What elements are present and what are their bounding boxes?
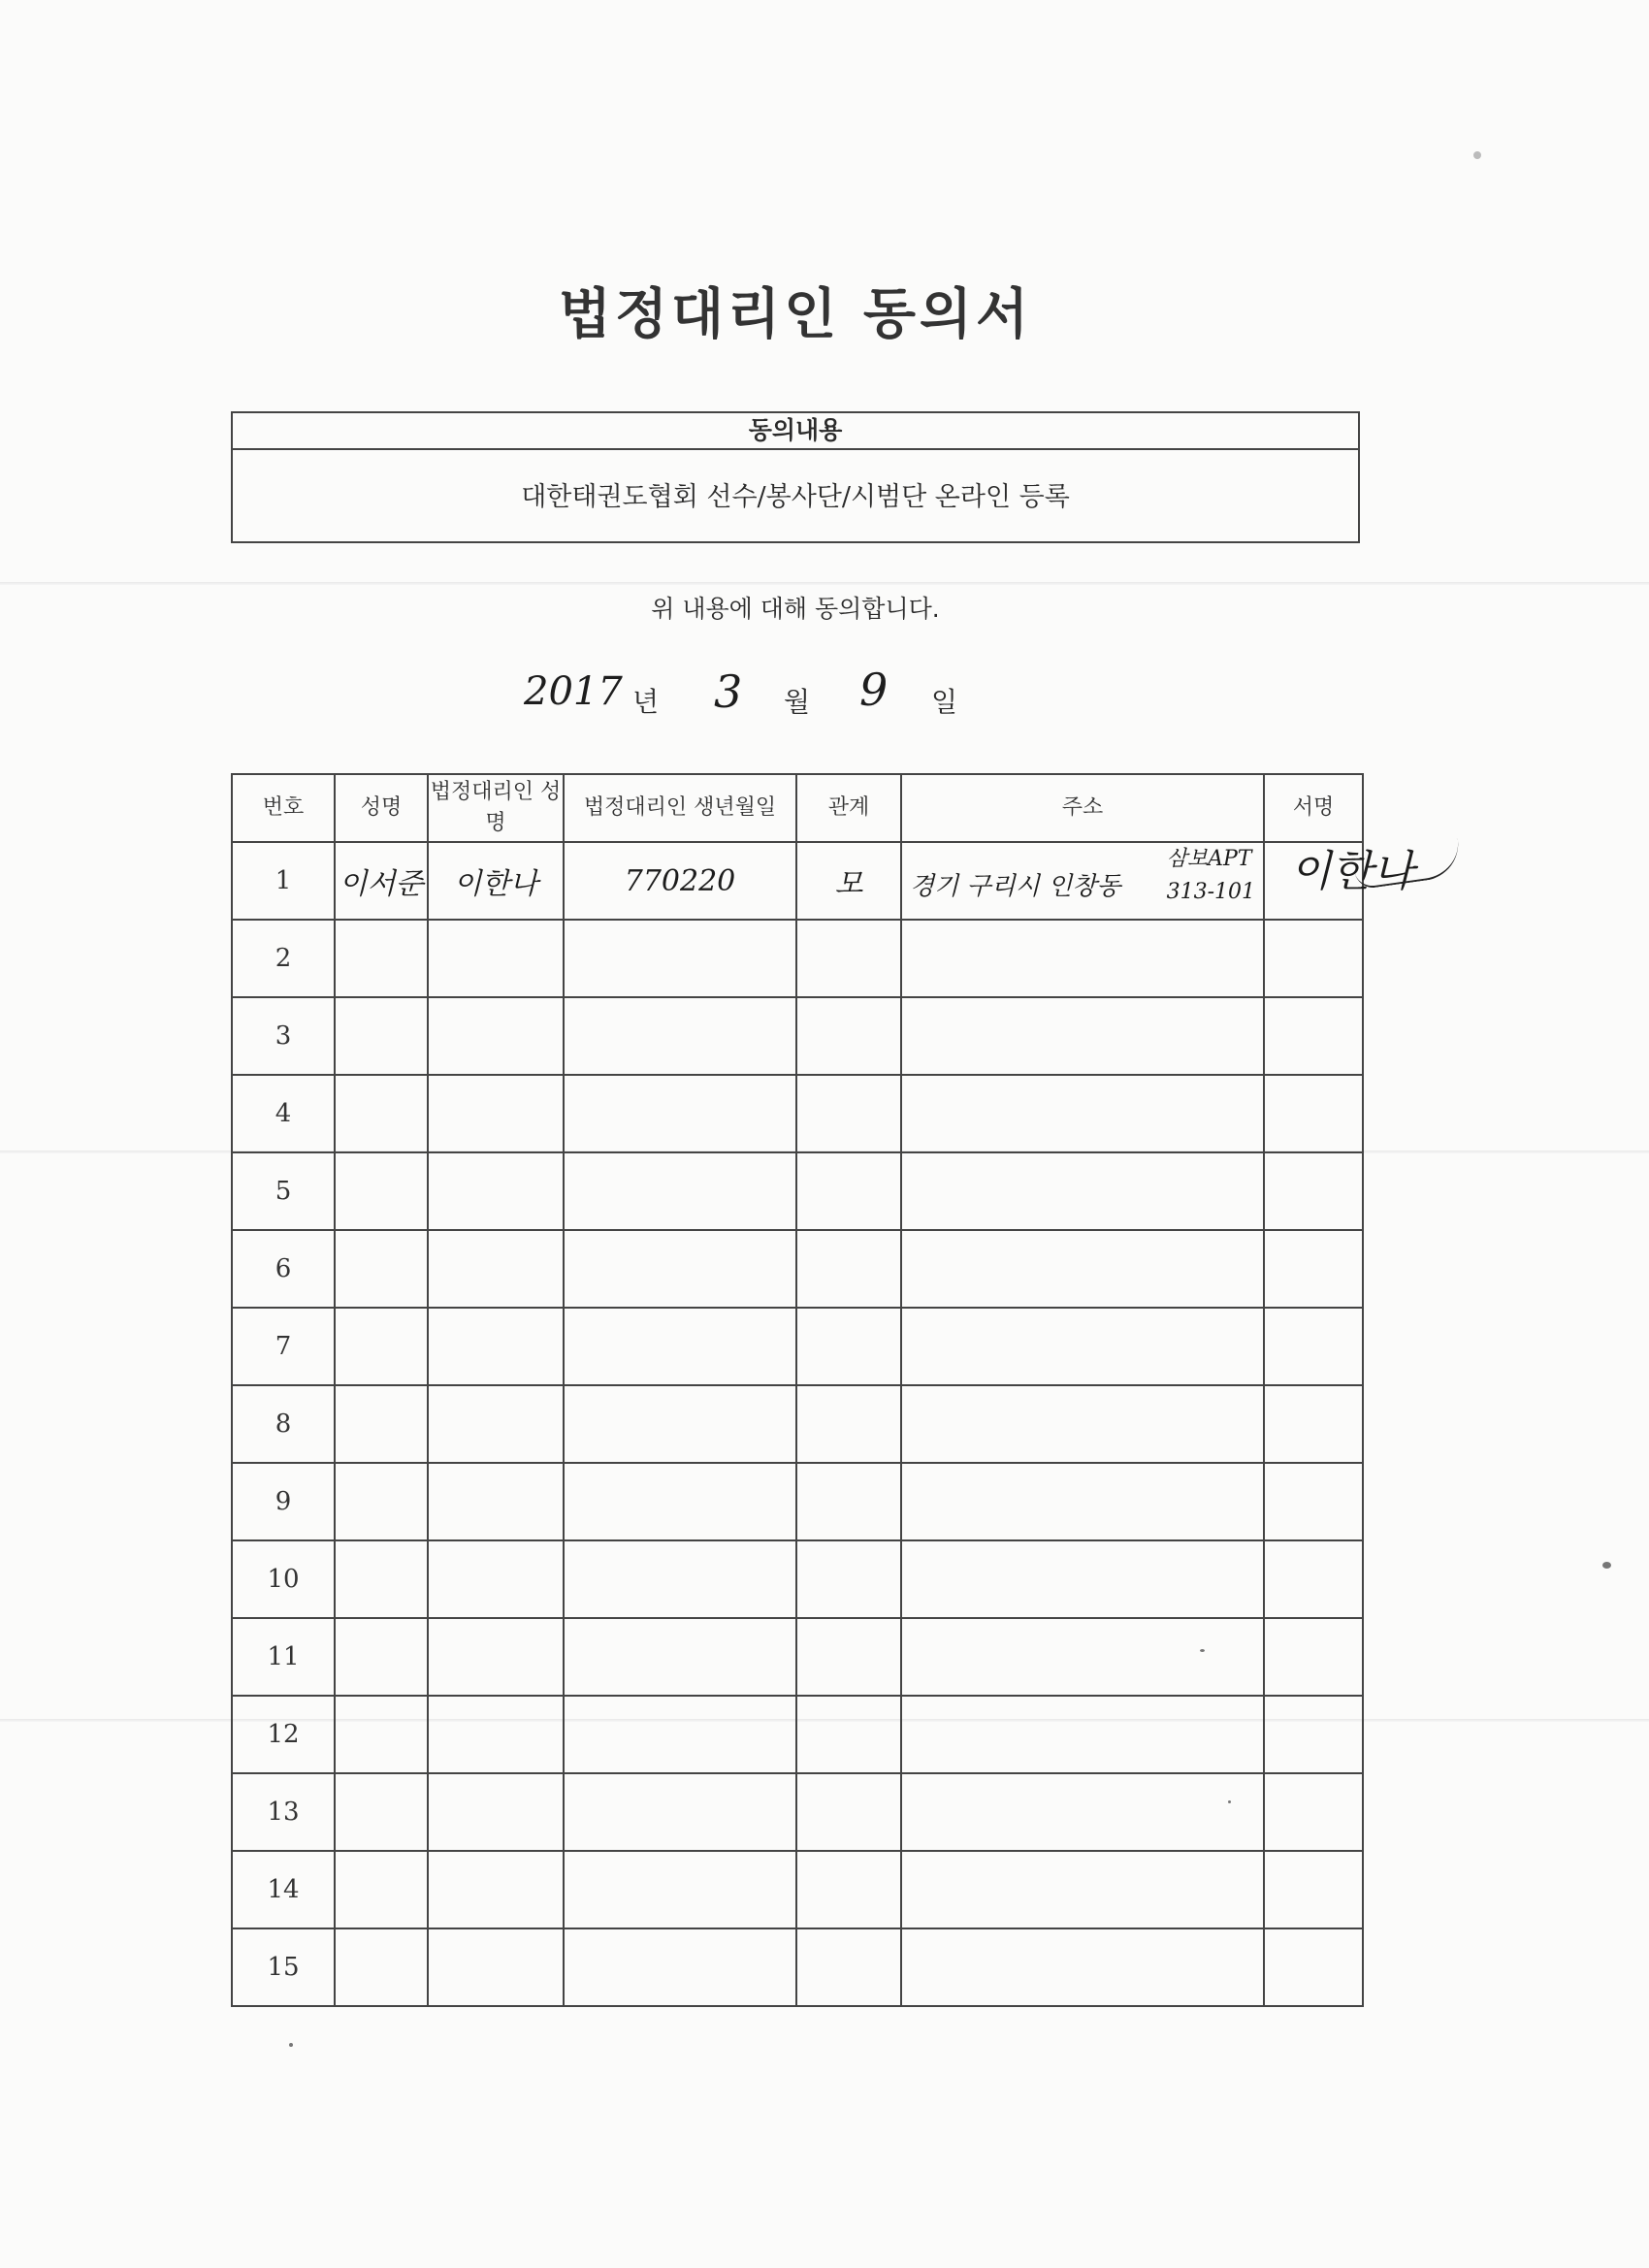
fold-line	[0, 582, 1649, 585]
cell-relation	[796, 997, 901, 1075]
cell-relation	[796, 1540, 901, 1618]
cell-number: 9	[232, 1463, 335, 1540]
cell-relation	[796, 1230, 901, 1308]
cell-number: 7	[232, 1308, 335, 1385]
cell-number: 1	[232, 842, 335, 920]
cell-guardian-birth	[564, 1928, 796, 2006]
cell-guardian-birth	[564, 1075, 796, 1152]
cell-guardian-name	[428, 1075, 564, 1152]
header-address: 주소	[901, 774, 1264, 842]
cell-guardian-birth	[564, 1385, 796, 1463]
cell-address	[901, 1230, 1264, 1308]
cell-number: 4	[232, 1075, 335, 1152]
table-row	[232, 1075, 1363, 1152]
cell-guardian-birth	[564, 997, 796, 1075]
cell-name	[335, 1308, 428, 1385]
cell-guardian-name: 이한나	[428, 842, 564, 920]
table-row	[232, 1385, 1363, 1463]
cell-name	[335, 1851, 428, 1928]
header-number: 번호	[232, 774, 335, 842]
cell-address	[901, 1540, 1264, 1618]
table-header-row	[232, 774, 1363, 842]
cell-signature	[1264, 920, 1363, 997]
consent-header: 동의내용	[233, 413, 1358, 450]
cell-guardian-birth	[564, 1773, 796, 1851]
cell-signature	[1264, 1385, 1363, 1463]
cell-address	[901, 920, 1264, 997]
cell-relation	[796, 1308, 901, 1385]
cell-relation: 모	[796, 842, 901, 920]
cell-number: 6	[232, 1230, 335, 1308]
cell-number: 3	[232, 997, 335, 1075]
cell-guardian-name	[428, 1308, 564, 1385]
document-title: 법정대리인 동의서	[558, 283, 1033, 346]
consent-body: 대한태권도협회 선수/봉사단/시범단 온라인 등록	[521, 482, 1070, 512]
table-row	[232, 842, 1363, 920]
table-row	[232, 1851, 1363, 1928]
table-row	[232, 920, 1363, 997]
date-day-unit: 일	[931, 686, 958, 718]
cell-name	[335, 1230, 428, 1308]
cell-address	[901, 1851, 1264, 1928]
scan-speck	[1473, 151, 1481, 159]
cell-number: 15	[232, 1928, 335, 2006]
cell-guardian-birth: 770220	[564, 842, 796, 920]
date-day: 9	[859, 664, 889, 716]
cell-guardian-birth	[564, 1308, 796, 1385]
cell-number: 2	[232, 920, 335, 997]
cell-guardian-birth	[564, 1696, 796, 1773]
cell-number: 8	[232, 1385, 335, 1463]
cell-guardian-name	[428, 997, 564, 1075]
table-row	[232, 1308, 1363, 1385]
date-year-unit: 년	[632, 686, 660, 718]
table-row	[232, 1928, 1363, 2006]
cell-number: 13	[232, 1773, 335, 1851]
cell-name	[335, 997, 428, 1075]
cell-signature	[1264, 1696, 1363, 1773]
cell-signature	[1264, 1308, 1363, 1385]
scan-speck	[289, 2043, 293, 2047]
cell-signature	[1264, 1851, 1363, 1928]
cell-signature	[1264, 1230, 1363, 1308]
cell-guardian-birth	[564, 920, 796, 997]
cell-address	[901, 1152, 1264, 1230]
cell-guardian-name	[428, 1230, 564, 1308]
cell-address	[901, 1928, 1264, 2006]
scan-speck	[1200, 1649, 1205, 1652]
cell-number: 5	[232, 1152, 335, 1230]
cell-address	[901, 1308, 1264, 1385]
cell-relation	[796, 1696, 901, 1773]
address-apartment-unit: 313-101	[1166, 880, 1255, 904]
table-row	[232, 1618, 1363, 1696]
cell-relation	[796, 1928, 901, 2006]
cell-address	[901, 1075, 1264, 1152]
header-signature: 서명	[1264, 774, 1363, 842]
cell-address	[901, 1773, 1264, 1851]
header-guardian-name: 법정대리인 성명	[428, 774, 564, 842]
cell-name	[335, 1152, 428, 1230]
cell-guardian-birth	[564, 1540, 796, 1618]
cell-address	[901, 842, 1264, 920]
cell-address	[901, 1696, 1264, 1773]
date-row	[524, 664, 1067, 728]
cell-guardian-name	[428, 1152, 564, 1230]
guardian-signature: 이한나	[1290, 847, 1414, 896]
cell-name: 이서준	[335, 842, 428, 920]
cell-signature	[1264, 1618, 1363, 1696]
cell-guardian-birth	[564, 1463, 796, 1540]
cell-address	[901, 1385, 1264, 1463]
table-row	[232, 997, 1363, 1075]
cell-name	[335, 1540, 428, 1618]
cell-signature	[1264, 1463, 1363, 1540]
cell-address	[901, 997, 1264, 1075]
cell-address	[901, 1618, 1264, 1696]
cell-guardian-name	[428, 1928, 564, 2006]
date-year: 2017	[524, 669, 623, 714]
cell-guardian-birth	[564, 1618, 796, 1696]
cell-signature	[1264, 1152, 1363, 1230]
cell-signature	[1264, 1075, 1363, 1152]
cell-name	[335, 1928, 428, 2006]
address-street: 경기 구리시 인창동	[910, 872, 1121, 901]
cell-signature	[1264, 997, 1363, 1075]
cell-guardian-name	[428, 920, 564, 997]
table-row	[232, 1540, 1363, 1618]
cell-name	[335, 1618, 428, 1696]
cell-signature	[1264, 1540, 1363, 1618]
cell-relation	[796, 1618, 901, 1696]
table-row	[232, 1463, 1363, 1540]
cell-name	[335, 1773, 428, 1851]
address-apartment-name: 삼보APT	[1166, 847, 1252, 871]
cell-relation	[796, 1851, 901, 1928]
cell-number: 14	[232, 1851, 335, 1928]
cell-signature	[1264, 1773, 1363, 1851]
cell-number: 12	[232, 1696, 335, 1773]
cell-name	[335, 920, 428, 997]
header-guardian-birth: 법정대리인 생년월일	[564, 774, 796, 842]
cell-signature	[1264, 1928, 1363, 2006]
cell-relation	[796, 1773, 901, 1851]
table-row	[232, 1230, 1363, 1308]
address-apartment	[1167, 843, 1255, 909]
cell-address	[901, 1463, 1264, 1540]
guardian-roster-table	[231, 773, 1364, 2007]
header-relation: 관계	[796, 774, 901, 842]
table-row	[232, 1152, 1363, 1230]
cell-relation	[796, 1075, 901, 1152]
cell-name	[335, 1075, 428, 1152]
date-month-unit: 월	[784, 686, 811, 718]
cell-name	[335, 1696, 428, 1773]
cell-name	[335, 1463, 428, 1540]
cell-guardian-name	[428, 1540, 564, 1618]
cell-guardian-name	[428, 1385, 564, 1463]
cell-guardian-birth	[564, 1152, 796, 1230]
cell-relation	[796, 920, 901, 997]
cell-guardian-name	[428, 1618, 564, 1696]
cell-guardian-name	[428, 1463, 564, 1540]
cell-guardian-name	[428, 1851, 564, 1928]
date-month: 3	[714, 665, 743, 718]
cell-relation	[796, 1463, 901, 1540]
cell-relation	[796, 1385, 901, 1463]
cell-guardian-name	[428, 1773, 564, 1851]
cell-relation	[796, 1152, 901, 1230]
header-name: 성명	[335, 774, 428, 842]
cell-number: 11	[232, 1618, 335, 1696]
cell-guardian-birth	[564, 1851, 796, 1928]
cell-name	[335, 1385, 428, 1463]
cell-number: 10	[232, 1540, 335, 1618]
consent-content-box	[231, 411, 1360, 543]
scan-speck	[1228, 1800, 1231, 1803]
cell-guardian-birth	[564, 1230, 796, 1308]
agreement-statement: 위 내용에 대해 동의합니다.	[651, 595, 940, 623]
table-row	[232, 1773, 1363, 1851]
table-row	[232, 1696, 1363, 1773]
cell-guardian-name	[428, 1696, 564, 1773]
scan-speck	[1602, 1562, 1611, 1569]
